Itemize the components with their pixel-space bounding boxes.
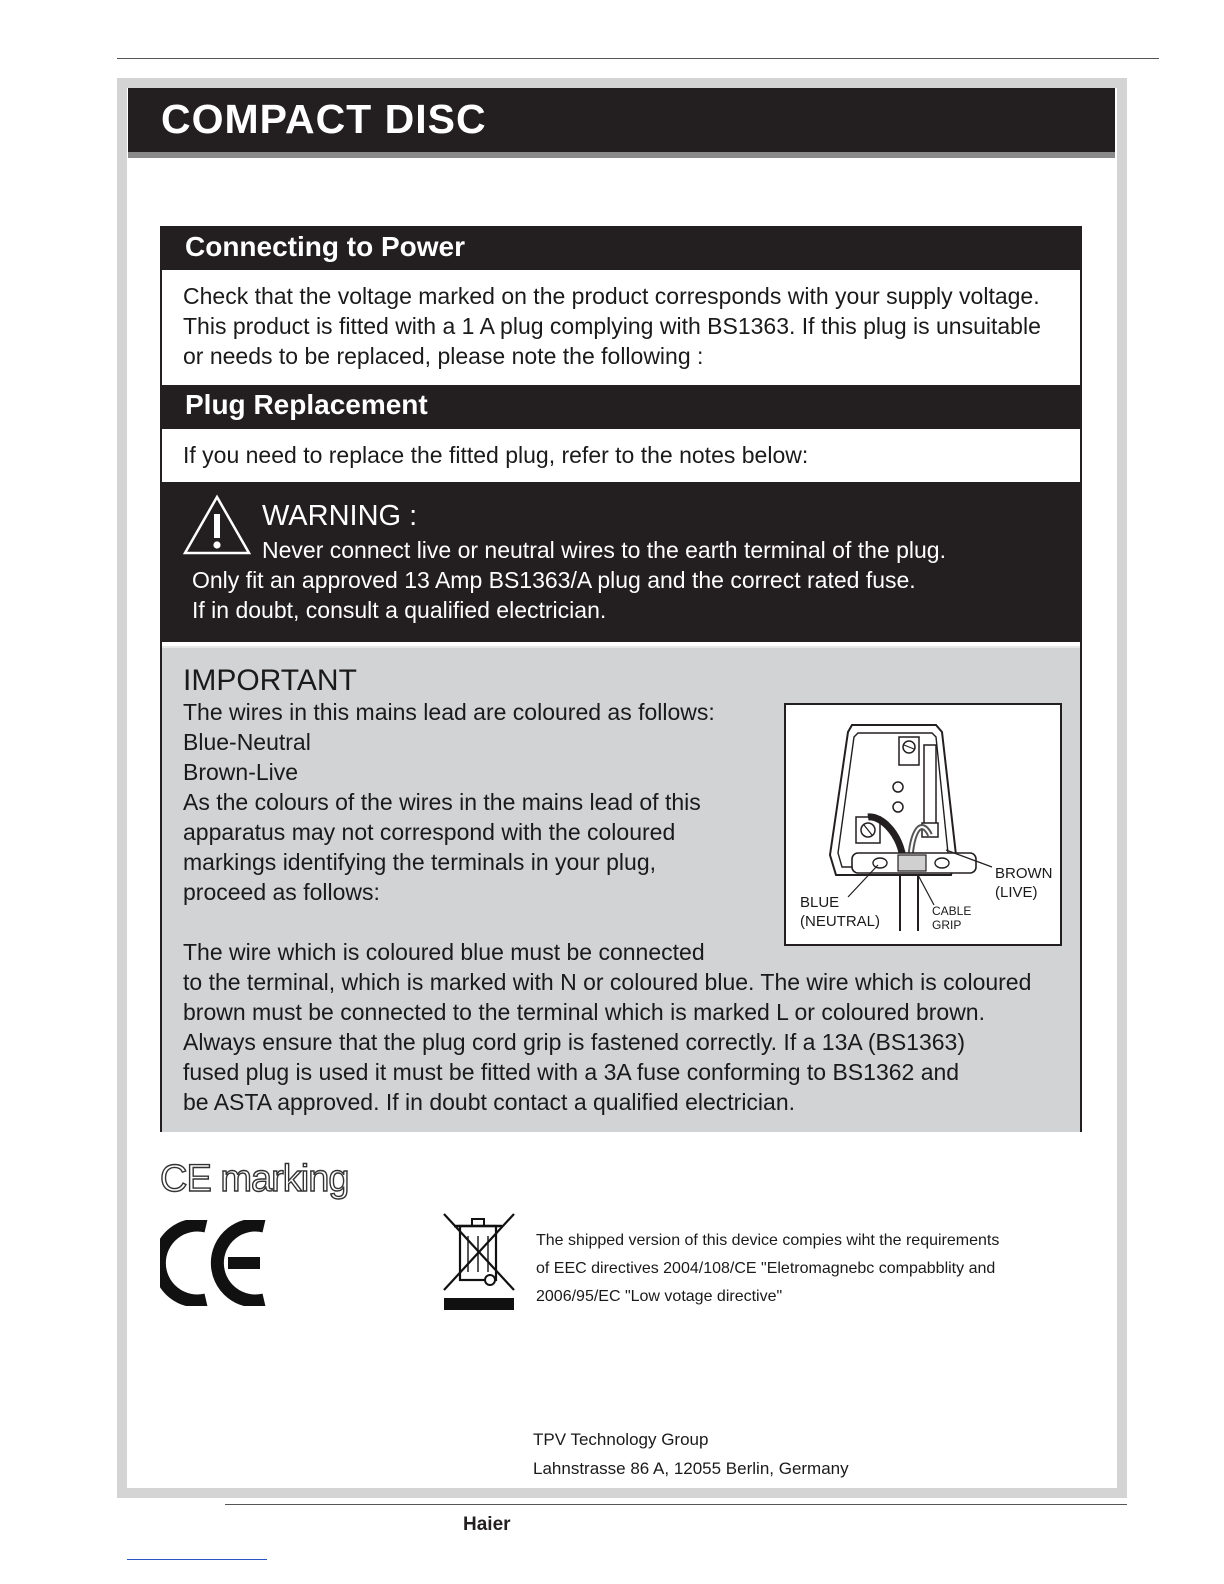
connecting-heading: Connecting to Power <box>162 228 1080 270</box>
ce-mark-icon <box>160 1220 270 1306</box>
important-line: apparatus may not correspond with the coloured <box>183 819 676 845</box>
important-title: IMPORTANT <box>183 664 357 697</box>
important-text <box>183 697 715 907</box>
brand-logo: Haier <box>463 1514 511 1535</box>
bottom-rule <box>225 1504 1127 1505</box>
instruction-line: be ASTA approved. If in doubt contact a qualified electrician. <box>183 1089 796 1115</box>
instruction-line: The wire which is coloured blue must be connected <box>183 939 705 965</box>
manufacturer-address <box>533 1425 849 1483</box>
link-underline <box>127 1559 267 1560</box>
important-line: Brown-Live <box>183 759 299 785</box>
connecting-line: This product is fitted with a 1 A plug complying with BS1363. If this plug is unsuitable <box>183 313 1041 339</box>
plug-heading: Plug Replacement <box>162 385 1080 429</box>
instruction-line: to the terminal, which is marked with N or coloured blue. The wire which is coloured <box>183 969 1032 995</box>
cable-label: CABLE <box>932 904 972 918</box>
important-panel <box>162 646 1080 1132</box>
plug-line: If you need to replace the fitted plug, refer to the notes below: <box>183 442 809 468</box>
important-line: As the colours of the wires in the mains lead of this <box>183 789 701 815</box>
warning-line: Never connect live or neutral wires to the earth terminal of the plug. <box>262 537 946 563</box>
ce-marking-heading: CE marking <box>160 1158 349 1200</box>
warning-panel <box>162 482 1080 642</box>
compliance-note <box>536 1227 999 1311</box>
live-label: (LIVE) <box>995 884 1038 901</box>
warning-line: Only fit an approved 13 Amp BS1363/A plug and the correct rated fuse. <box>192 567 916 593</box>
connecting-line: or needs to be replaced, please note the following : <box>183 343 704 369</box>
plug-text <box>183 440 808 470</box>
blue-wire-label: BLUE <box>800 894 840 911</box>
connecting-line: Check that the voltage marked on the product corresponds with your supply voltage. <box>183 283 1040 309</box>
warning-line: If in doubt, consult a qualified electrician. <box>192 597 607 623</box>
warning-triangle-icon <box>182 494 252 556</box>
compliance-line: The shipped version of this device compies wiht the requirements <box>536 1232 1000 1249</box>
plug-wiring-diagram <box>784 703 1062 946</box>
brown-wire-label: BROWN <box>995 865 1053 882</box>
connecting-text <box>183 281 1041 371</box>
street-address: Lahnstrasse 86 A, 12055 Berlin, Germany <box>533 1459 849 1478</box>
instruction-line: Always ensure that the plug cord grip is fastened correctly. If a 13A (BS1363) <box>183 1029 965 1055</box>
instruction-line: brown must be connected to the terminal which is marked L or coloured brown. <box>183 999 985 1025</box>
compliance-line: of EEC directives 2004/108/CE "Eletromagnebc compabblity and <box>536 1260 996 1277</box>
company-name: TPV Technology Group <box>533 1430 709 1449</box>
grip-label: GRIP <box>932 918 962 932</box>
important-line: Blue-Neutral <box>183 729 311 755</box>
important-line: proceed as follows: <box>183 879 380 905</box>
instruction-line: fused plug is used it must be fitted with a 3A fuse conforming to BS1362 and <box>183 1059 960 1085</box>
warning-title: WARNING : <box>262 500 418 532</box>
important-line: markings identifying the terminals in your plug, <box>183 849 657 875</box>
important-instructions <box>183 937 1031 1117</box>
top-rule <box>117 58 1159 59</box>
weee-crossed-bin-icon <box>440 1210 518 1314</box>
title-bar <box>128 88 1115 158</box>
neutral-label: (NEUTRAL) <box>800 913 881 930</box>
page-title: COMPACT DISC <box>161 96 487 142</box>
important-line: The wires in this mains lead are coloured as follows: <box>183 699 715 725</box>
compliance-line: 2006/95/EC "Low votage directive" <box>536 1288 783 1305</box>
